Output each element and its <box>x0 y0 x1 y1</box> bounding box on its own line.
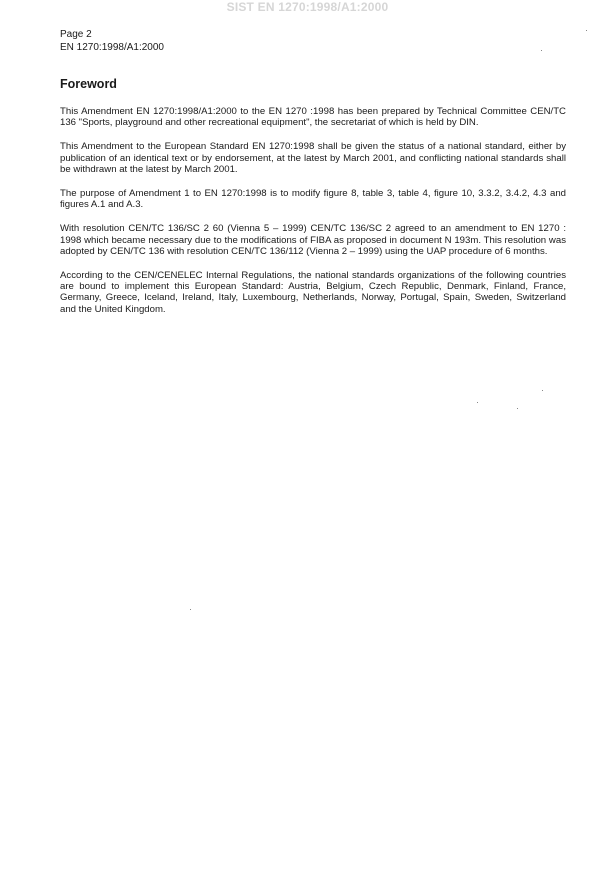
scan-speck <box>477 402 478 403</box>
watermark-text: SIST EN 1270:1998/A1:2000 <box>226 0 389 14</box>
scan-speck <box>541 50 542 51</box>
scan-speck <box>586 30 587 31</box>
foreword-body <box>60 106 566 328</box>
document-id: EN 1270:1998/A1:2000 <box>60 42 164 53</box>
page-header <box>60 28 164 54</box>
paragraph-status: This Amendment to the European Standard EN 1270:1998 shall be given the status of a national standard, either by publication of an identical text or by endorsement, at the latest by March 2001, and conflicting national standards shall be withdrawn at the latest by March 2001. <box>60 141 566 175</box>
foreword-heading: Foreword <box>60 77 117 91</box>
scan-speck <box>542 390 543 391</box>
paragraph-preparation: This Amendment EN 1270:1998/A1:2000 to the EN 1270 :1998 has been prepared by Technical Committee CEN/TC 136 "Sports, playground and other recreational equipment", the secretariat of which is held by DIN. <box>60 106 566 129</box>
scan-speck <box>517 408 518 409</box>
paragraph-countries: According to the CEN/CENELEC Internal Regulations, the national standards organizations of the following countries are bound to implement this European Standard: Austria, Belgium, Czech Republic, Denmark, Finland, France, Germany, Greece, Iceland, Ireland, Italy, Luxembourg, Netherlands, Norway, Portugal, Spain, Sweden, Switzerland and the United Kingdom. <box>60 270 566 315</box>
paragraph-purpose: The purpose of Amendment 1 to EN 1270:1998 is to modify figure 8, table 3, table 4, figure 10, 3.3.2, 3.4.2, 4.3 and figures A.1 and A.3. <box>60 188 566 211</box>
page-number: Page 2 <box>60 29 92 40</box>
scan-speck <box>190 609 191 610</box>
paragraph-resolution: With resolution CEN/TC 136/SC 2 60 (Vienna 5 – 1999) CEN/TC 136/SC 2 agreed to an amendment to EN 1270 : 1998 which became necessary due to the modifications of FIBA as proposed in document N 193m. This resolution was adopted by CEN/TC 136 with resolution CEN/TC 136/112 (Vienna 2 – 1999) using the UAP procedure of 6 months. <box>60 223 566 257</box>
